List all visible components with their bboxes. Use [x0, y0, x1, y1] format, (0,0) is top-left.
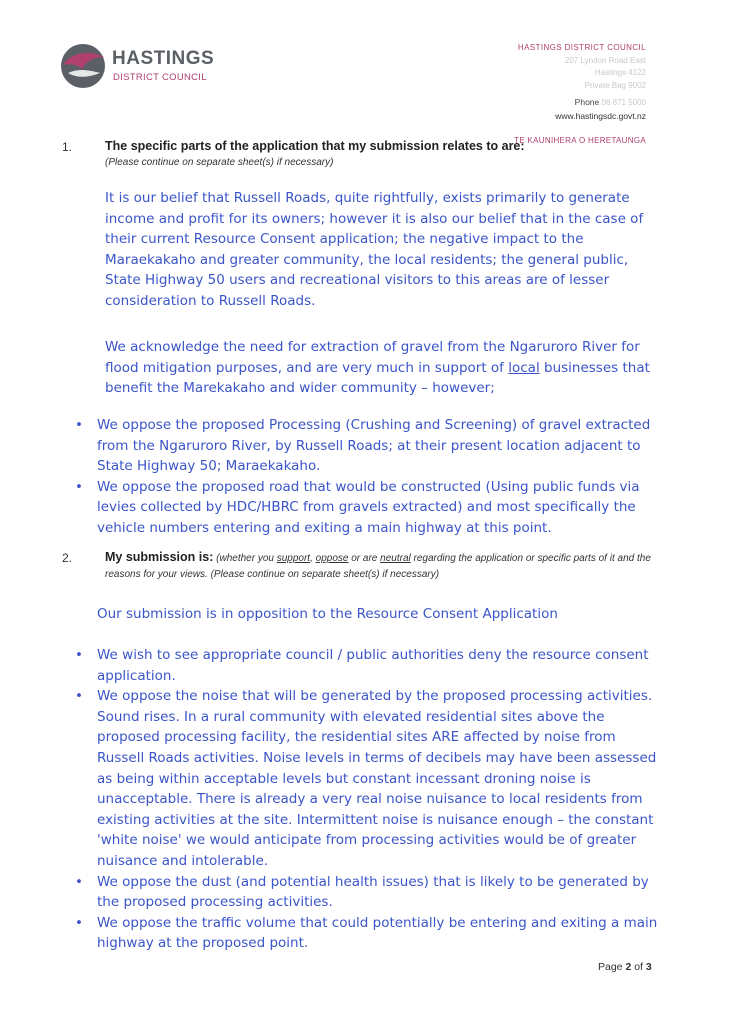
- list-item-text: We oppose the traffic volume that could potentially be entering and exiting a main highway at the proposed point.: [97, 914, 658, 952]
- page-number: [598, 961, 652, 973]
- council-address-block: [514, 42, 646, 148]
- note-text: ,: [310, 553, 316, 564]
- note-support: support: [276, 553, 311, 564]
- section-2-bullet-list: [75, 645, 667, 954]
- address-line: 207 Lyndon Road East: [564, 55, 646, 65]
- bullet-icon: •: [75, 914, 83, 931]
- bullet-icon: •: [75, 688, 83, 705]
- section-2-heading: [105, 550, 665, 582]
- section-2-title: My submission is:: [105, 550, 214, 564]
- note-text: regarding the application or specific parts of it and the reasons for your views. (Please continue on separate sheet(s) if necessary): [105, 553, 651, 580]
- paragraph-2-underlined: local: [508, 359, 540, 376]
- logo-subtitle: DISTRICT COUNCIL: [113, 72, 207, 83]
- page-prefix: Page: [598, 961, 626, 973]
- list-item-text: We oppose the dust (and potential health issues) that is likely to be generated by the proposed processing activities.: [97, 873, 649, 911]
- section-2-intro: Our submission is in opposition to the Resource Consent Application: [97, 606, 558, 622]
- list-item: [75, 686, 667, 871]
- note-oppose: oppose: [315, 553, 349, 564]
- list-item: [75, 913, 667, 954]
- council-name: HASTINGS DISTRICT COUNCIL: [517, 43, 646, 52]
- hawk-logo-icon: [60, 43, 106, 89]
- paragraph-2-text: businesses that benefit the Marekakaho and wider community – however;: [105, 359, 650, 397]
- page-total: 3: [645, 961, 652, 973]
- bullet-icon: •: [75, 478, 83, 495]
- logo-name: HASTINGS: [112, 48, 215, 69]
- page-current: 2: [625, 961, 632, 973]
- page-middle: of: [631, 961, 646, 973]
- bullet-icon: •: [75, 647, 83, 663]
- address-line: Private Bag 9002: [584, 80, 646, 90]
- council-logo: [60, 43, 240, 93]
- section-1-bullet-list: [75, 415, 667, 539]
- list-item: [75, 415, 667, 477]
- note-neutral: neutral: [380, 553, 411, 564]
- note-text: (whether you: [216, 553, 277, 564]
- note-text: or are: [348, 553, 381, 564]
- section-1-paragraph-1: It is our belief that Russell Roads, quite rightfully, exists primarily to generate income and profit for its owners; however it is also our belief that in the case of their current Resource Consent application; the negative impact to the Maraekakaho and greater community, the local residents; the general public, State Highway 50 users and recreational visitors to this areas are of lesser consideration to Russell Roads.: [105, 190, 644, 309]
- list-item-text: We oppose the proposed road that would be constructed (Using public funds via levies collected by HDC/HBRC from gravels extracted) and most specifically the vehicle numbers entering and exiting a main highway at this point.: [97, 478, 640, 536]
- section-1-number: 1.: [62, 140, 73, 154]
- section-1-note: (Please continue on separate sheet(s) if necessary): [105, 157, 334, 168]
- phone-number: 06 871 5000: [601, 98, 646, 107]
- list-item-text: We oppose the proposed Processing (Crushing and Screening) of gravel extracted from the Ngaruroro River, by Russell Roads; at their present location adjacent to State Highway 50; Maraekakaho.: [97, 417, 651, 475]
- section-1-paragraph-2: [105, 337, 665, 399]
- bullet-icon: •: [75, 873, 83, 890]
- phone-label: Phone: [574, 97, 600, 107]
- maori-council-name: TE KAUNIHERA O HERETAUNGA: [514, 136, 646, 145]
- address-line: Hastings 4122: [594, 68, 646, 77]
- list-item-text: We wish to see appropriate council / public authorities deny the resource consent application.: [97, 647, 649, 684]
- list-item: [75, 645, 667, 686]
- list-item-text: We oppose the noise that will be generated by the proposed processing activities. Sound rises. In a rural community with elevated residential sites above the proposed processing facility, the residential sites ARE affected by noise from Russell Roads activities. Noise levels in terms of decibels may have been assessed as being within acceptable levels but constant incessant droning noise is unacceptable. There is already a very real noise nuisance to local residents from existing activities at the site. Intermittent noise is nuisance enough – the constant 'white noise' we would anticipate from processing activities would be of greater nuisance and intolerable.: [97, 688, 657, 869]
- list-item: [75, 477, 667, 539]
- website: www.hastingsdc.govt.nz: [555, 110, 646, 121]
- section-2-number: 2.: [62, 551, 73, 565]
- section-1-title: The specific parts of the application that my submission relates to are:: [105, 139, 525, 153]
- list-item: [75, 872, 667, 913]
- paragraph-2-text: We acknowledge the need for extraction of gravel from the Ngaruroro River for flood mitigation purposes, and are very much in support of: [105, 339, 640, 376]
- phone-row: [514, 96, 646, 110]
- bullet-icon: •: [75, 417, 83, 433]
